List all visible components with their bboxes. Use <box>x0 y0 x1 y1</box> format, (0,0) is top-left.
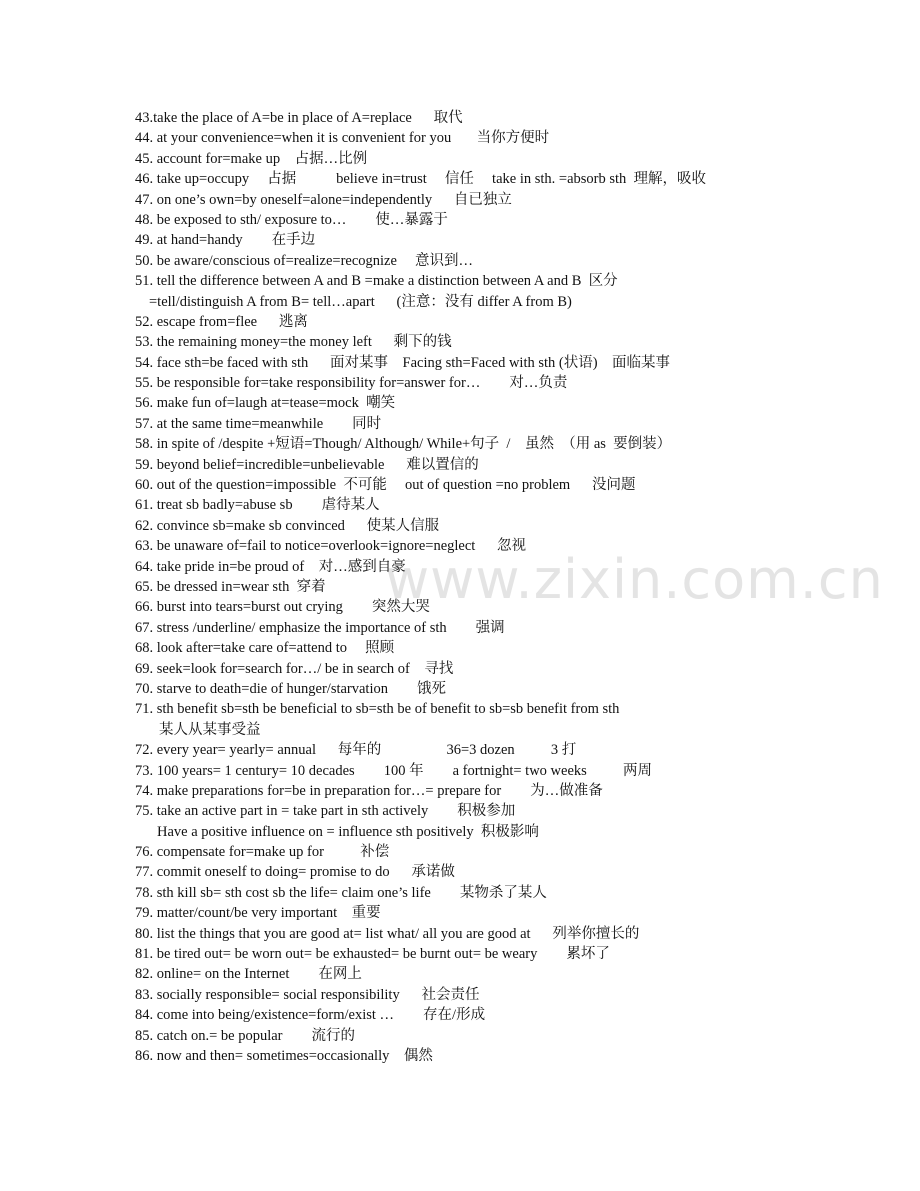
phrase-line: 65. be dressed in=wear sth 穿着 <box>135 578 326 595</box>
phrase-line: 55. be responsible for=take responsibility for=answer for… 对…负责 <box>135 375 568 392</box>
phrase-line: 78. sth kill sb= sth cost sb the life= claim one’s life 某物杀了某人 <box>135 884 547 901</box>
phrase-line: 60. out of the question=impossible 不可能 out of question =no problem 没问题 <box>135 477 636 494</box>
phrase-list <box>135 108 895 1066</box>
phrase-line: 74. make preparations for=be in preparation for…= prepare for 为…做准备 <box>135 782 603 799</box>
phrase-line: 51. tell the difference between A and B =make a distinction between A and B 区分 <box>135 273 618 290</box>
phrase-line: 76. compensate for=make up for 补偿 <box>135 844 390 861</box>
phrase-line: 47. on one’s own=by oneself=alone=independently 自已独立 <box>135 191 512 208</box>
phrase-line: 43.take the place of A=be in place of A=replace 取代 <box>135 110 463 126</box>
phrase-line: 46. take up=occupy 占据 believe in=trust 信任 take in sth. =absorb sth 理解，吸收 <box>135 171 707 188</box>
phrase-line: 75. take an active part in = take part in sth actively 积极参加 <box>135 803 516 820</box>
phrase-line: 某人从某事受益 <box>159 721 261 738</box>
phrase-line: 61. treat sb badly=abuse sb 虐待某人 <box>135 497 380 514</box>
phrase-line: 66. burst into tears=burst out crying 突然大哭 <box>135 599 430 616</box>
phrase-line: Have a positive influence on = influence sth positively 积极影响 <box>157 823 539 840</box>
phrase-line: 86. now and then= sometimes=occasionally 偶然 <box>135 1047 433 1064</box>
phrase-line: 53. the remaining money=the money left 剩下的钱 <box>135 334 452 351</box>
phrase-line: 49. at hand=handy 在手边 <box>135 232 316 249</box>
phrase-line: 52. escape from=flee 逃离 <box>135 313 308 330</box>
phrase-line: 54. face sth=be faced with sth 面对某事 Facing sth=Faced with sth (状语) 面临某事 <box>135 354 671 371</box>
phrase-line: 62. convince sb=make sb convinced 使某人信服 <box>135 517 440 534</box>
phrase-line: 63. be unaware of=fail to notice=overlook=ignore=neglect 忽视 <box>135 538 527 555</box>
phrase-line: 70. starve to death=die of hunger/starvation 饿死 <box>135 680 446 697</box>
phrase-line: 50. be aware/conscious of=realize=recognize 意识到… <box>135 252 474 269</box>
phrase-line: 85. catch on.= be popular 流行的 <box>135 1027 355 1044</box>
phrase-line: 64. take pride in=be proud of 对…感到自豪 <box>135 558 406 575</box>
watermark: www.zixin.com.cn <box>385 548 884 611</box>
phrase-line: 72. every year= yearly= annual 每年的 36=3 dozen 3 打 <box>135 742 577 759</box>
phrase-line: 57. at the same time=meanwhile 同时 <box>135 415 382 432</box>
phrase-line: 79. matter/count/be very important 重要 <box>135 905 381 922</box>
phrase-line: 81. be tired out= be worn out= be exhausted= be burnt out= be weary 累坏了 <box>135 946 610 963</box>
phrase-line: 56. make fun of=laugh at=tease=mock 嘲笑 <box>135 395 396 412</box>
phrase-line: 67. stress /underline/ emphasize the importance of sth 强调 <box>135 619 505 636</box>
phrase-line: =tell/distinguish A from B= tell…apart (注意：没有 differ A from B) <box>149 293 572 310</box>
phrase-line: 48. be exposed to sth/ exposure to… 使…暴露于 <box>135 211 448 228</box>
phrase-line: 82. online= on the Internet 在网上 <box>135 966 362 983</box>
phrase-line: 80. list the things that you are good at= list what/ all you are good at 列举你擅长的 <box>135 925 640 942</box>
phrase-line: 84. come into being/existence=form/exist … 存在/形成 <box>135 1007 486 1024</box>
phrase-line: 71. sth benefit sb=sth be beneficial to sb=sth be of benefit to sb=sb benefit from sth <box>135 701 620 718</box>
phrase-line: 68. look after=take care of=attend to 照顾 <box>135 640 395 657</box>
phrase-line: 58. in spite of /despite +短语=Though/ Although/ While+句子 / 虽然 （用 as 要倒装） <box>135 436 672 453</box>
phrase-line: 83. socially responsible= social responsibility 社会责任 <box>135 986 480 1003</box>
phrase-line: 69. seek=look for=search for…/ be in search of 寻找 <box>135 660 454 677</box>
phrase-line: 59. beyond belief=incredible=unbelievable 难以置信的 <box>135 456 479 473</box>
phrase-line: 77. commit oneself to doing= promise to do 承诺做 <box>135 864 455 881</box>
phrase-line: 44. at your convenience=when it is convenient for you 当你方便时 <box>135 130 550 147</box>
phrase-line: 45. account for=make up 占据…比例 <box>135 150 368 167</box>
phrase-line: 73. 100 years= 1 century= 10 decades 100 年 a fortnight= two weeks 两周 <box>135 762 653 779</box>
